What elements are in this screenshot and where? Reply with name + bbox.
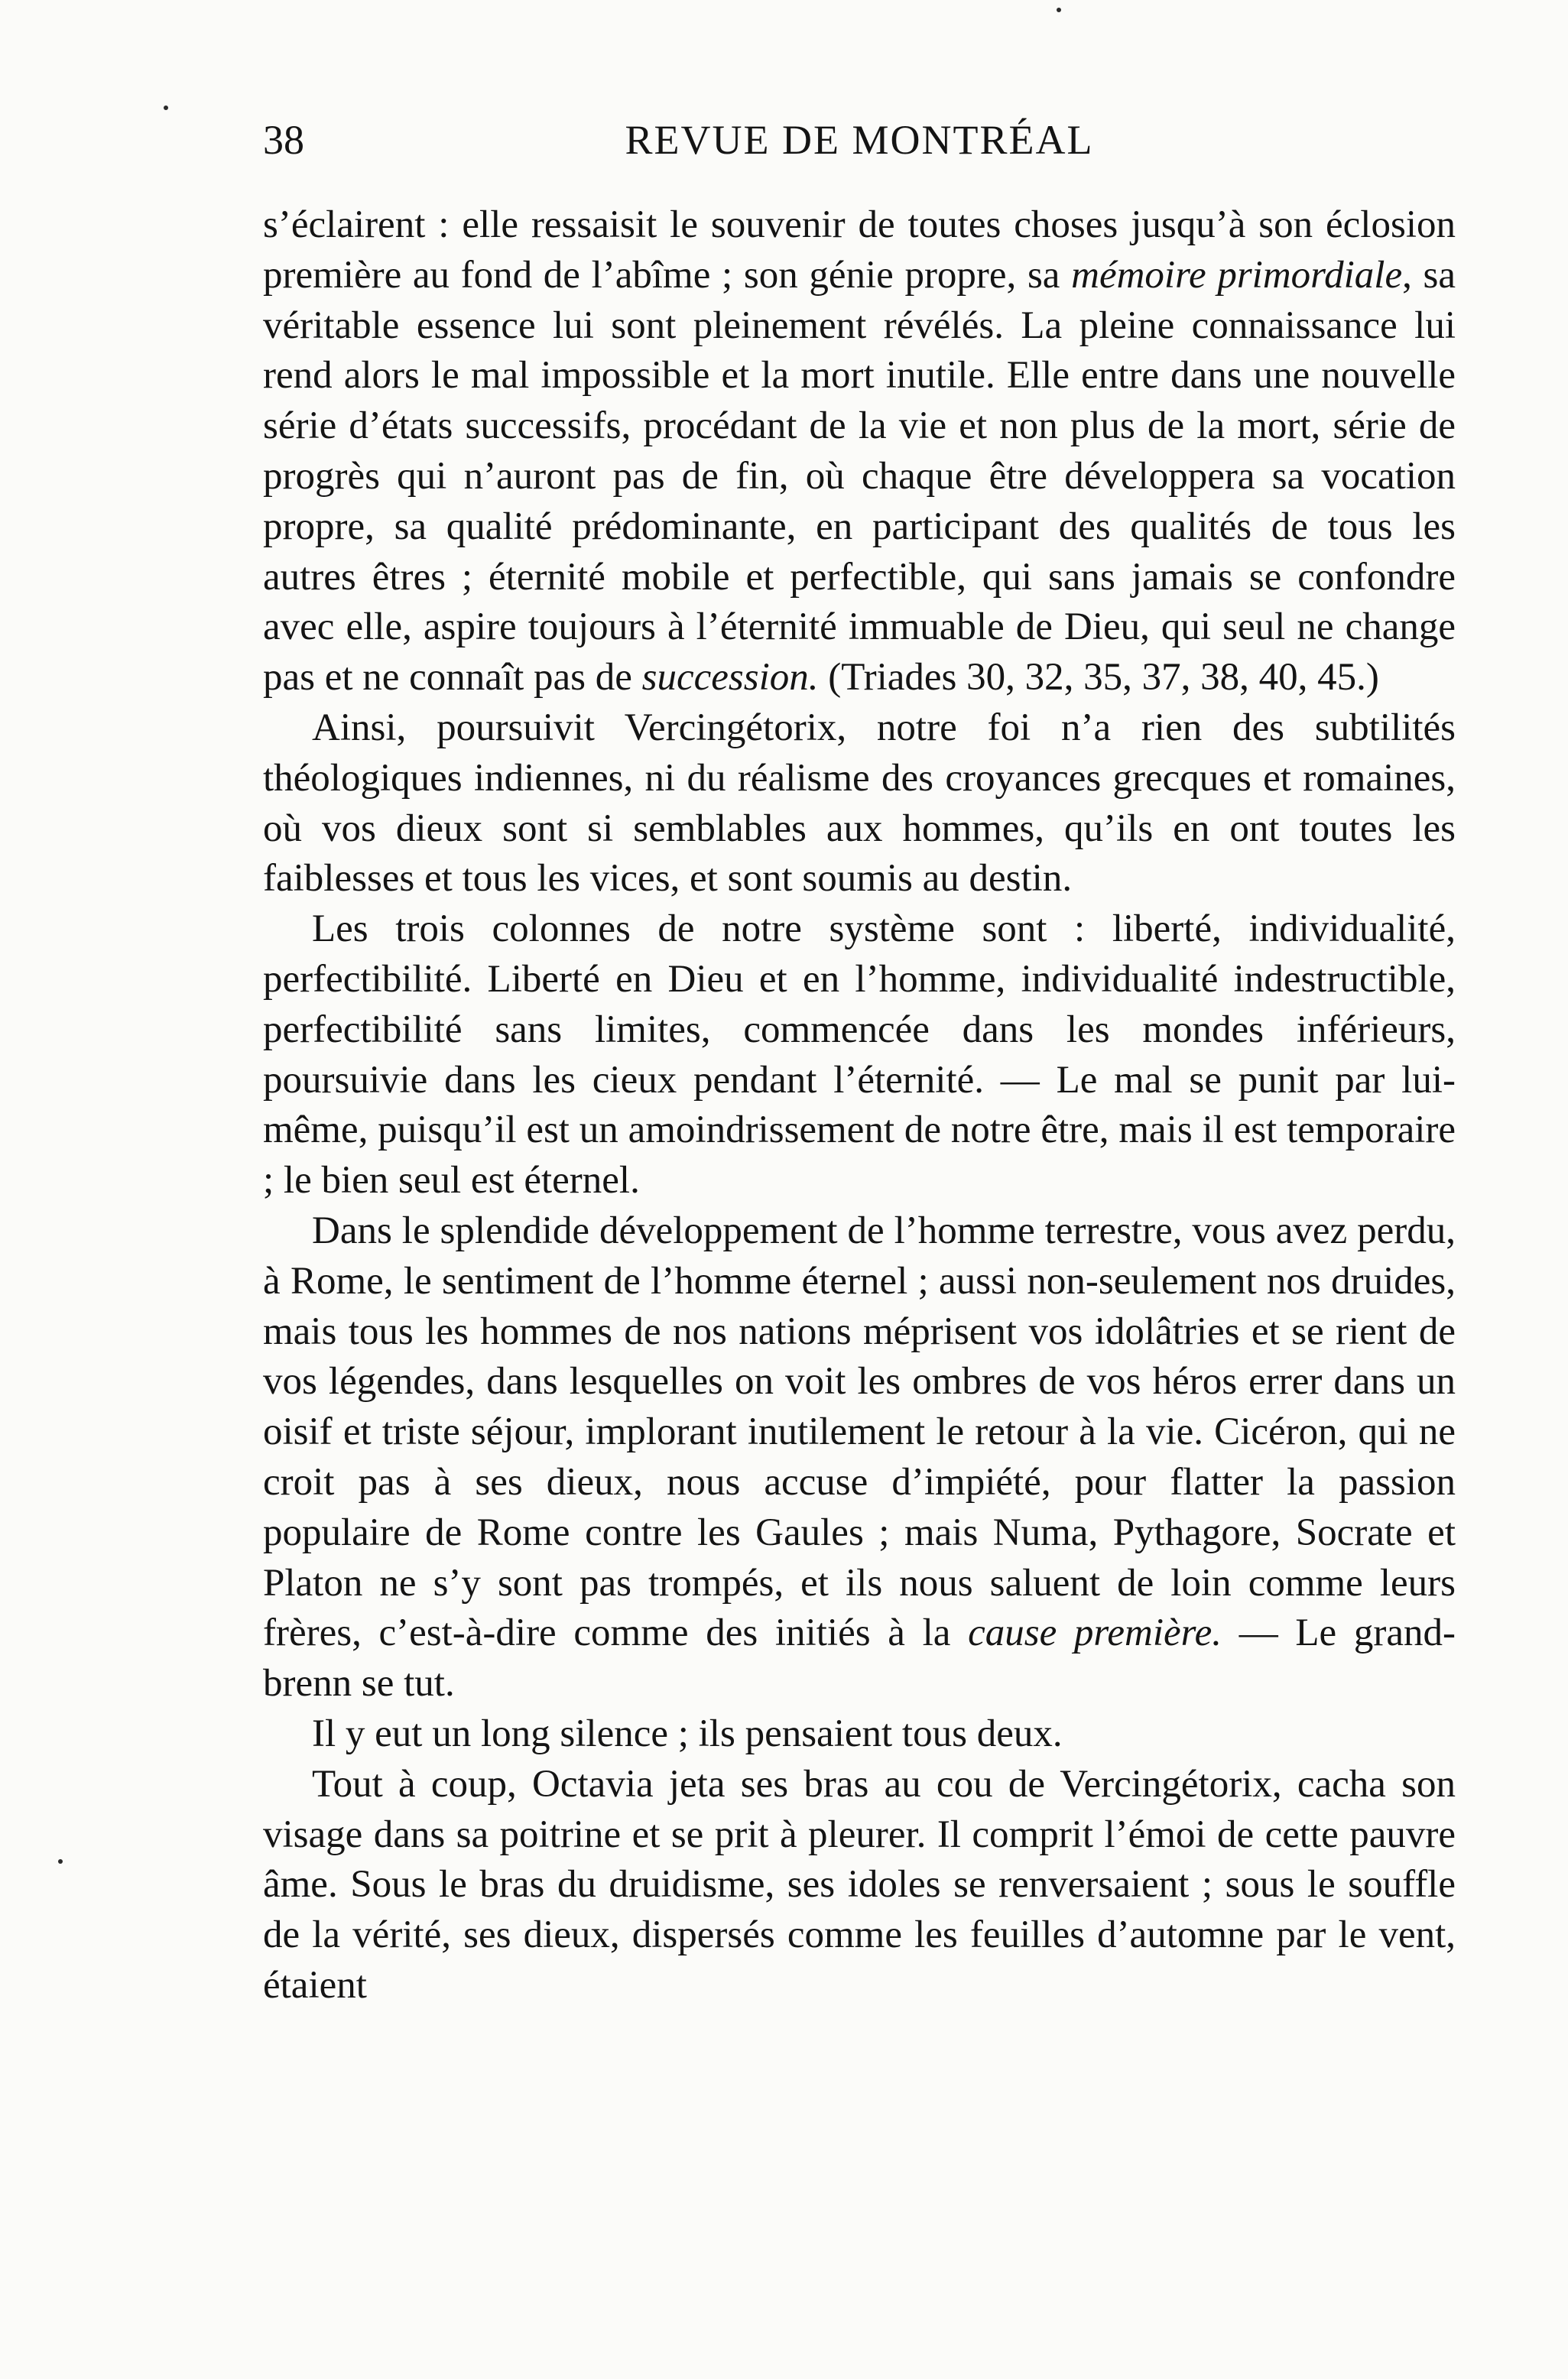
page-number: 38: [263, 117, 304, 163]
italic-text: succession.: [641, 656, 819, 699]
paragraph-5: Il y eut un long silence ; ils pensaient tous deux.: [312, 1712, 1063, 1755]
paragraph-4: [263, 1206, 1456, 1709]
running-title: REVUE DE MONTRÉAL: [625, 117, 1094, 163]
paragraph-1: [263, 200, 1456, 703]
paragraph-3: Les trois colonnes de notre système sont : liberté, individualité, perfectibilité. Liberté en Dieu et en l’homme, individualité indestructible, perfectibilité sans limites, commencée dans les mondes inférieurs, poursuivie dans les cieux pendant l’éternité. — Le mal se punit par lui-même, puisqu’il est un amoindrissement de notre être, mais il est temporaire ; le bien seul est éternel.: [263, 907, 1456, 1202]
body-text: [263, 200, 1456, 2011]
paragraph-text: Dans le splendide développement de l’homme terrestre, vous avez perdu, à Rome, le sentiment de l’homme éternel ; aussi non-seulement nos druides, mais tous les hommes de nos nations méprisent vos idolâtries et se rient de vos légendes, dans lesquelles on voit les ombres de vos héros errer dans un oisif et triste séjour, implorant inutilement le retour à la vie. Cicéron, qui ne croit pas à ses dieux, nous accuse d’impiété, pour flatter la passion populaire de Rome contre les Gaules ; mais Numa, Pythagore, Socrate et Platon ne s’y sont pas trompés, et ils nous saluent de loin comme leurs frères, c’est-à-dire comme des initiés à la: [263, 1209, 1456, 1655]
page-header: [263, 113, 1456, 167]
italic-text: cause première.: [968, 1611, 1222, 1655]
print-speck: [58, 1859, 63, 1864]
print-speck: [1057, 8, 1061, 12]
paragraph-text: , sa véritable essence lui sont pleinement révélés. La pleine connaissance lui rend alors le mal impossible et la mort inutile. Elle entre dans une nouvelle série d’états successifs, procédant de la vie et non plus de la mort, série de progrès qui n’auront pas de fin, où chaque être développera sa vocation propre, sa qualité prédominante, en participant des qualités de tous les autres êtres ; éternité mobile et perfectible, qui sans jamais se confondre avec elle, aspire toujours à l’éternité immuable de Dieu, qui seul ne change pas et ne connaît pas de: [263, 253, 1456, 699]
paragraph-6: Tout à coup, Octavia jeta ses bras au cou de Vercingétorix, cacha son visage dans sa poitrine et se prit à pleurer. Il comprit l’émoi de cette pauvre âme. Sous le bras du druidisme, ses idoles se renversaient ; sous le souffle de la vérité, ses dieux, dispersés comme les feuilles d’automne par le vent, étaient: [263, 1762, 1456, 2007]
paragraph-text: s’éclairent : elle ressaisit le souvenir de toutes choses jusqu’à son éclosion première au fond de l’abîme ; son génie propre, sa: [263, 203, 1456, 297]
paragraph-text: — Le grand-brenn se tut.: [263, 1611, 1456, 1706]
print-speck: [164, 105, 168, 110]
paragraph-2: Ainsi, poursuivit Vercingétorix, notre foi n’a rien des subtilités théologiques indiennes, ni du réalisme des croyances grecques et romaines, où vos dieux sont si semblables aux hommes, qu’ils en ont toutes les faiblesses et tous les vices, et sont soumis au destin.: [263, 706, 1456, 901]
paragraph-text: (Triades 30, 32, 35, 37, 38, 40, 45.): [818, 656, 1379, 699]
italic-text: mémoire primordiale: [1071, 253, 1403, 297]
